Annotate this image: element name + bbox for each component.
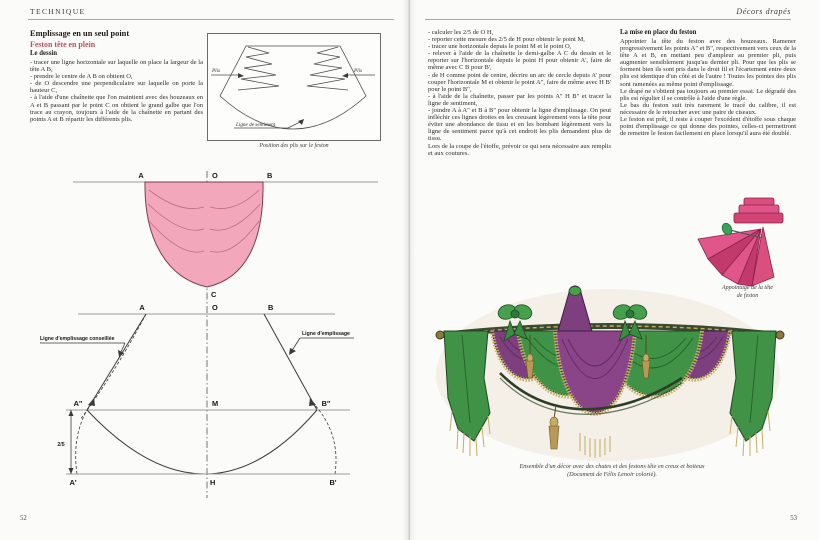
- point-Bprime: B': [329, 478, 337, 487]
- article-title: Emplissage en un seul point: [30, 29, 130, 38]
- bow-center-knot: [569, 287, 581, 296]
- pleat-zigzag-left: [238, 47, 279, 90]
- running-head-left: TECHNIQUE: [30, 7, 86, 16]
- paragraph: - calculer les 2/5 de O H,: [428, 29, 494, 36]
- caption-line: (Document de Félix Lenoir colorié).: [567, 471, 657, 478]
- caption-line: de feston: [736, 292, 759, 299]
- point-A: A: [138, 171, 144, 180]
- page-number-right: 53: [790, 515, 797, 522]
- point-O: O: [212, 171, 218, 180]
- head-rule-left: [28, 19, 394, 20]
- article-section-heading: Le dessin: [30, 50, 58, 57]
- pleat-zigzag-right: [307, 47, 348, 90]
- green-tail-left: [444, 331, 490, 456]
- rolled-head: [734, 198, 783, 223]
- paragraph: - à l'aide de la chaînette, passer par les points A" H B" et tracer la ligne de sentiment,: [428, 92, 611, 107]
- section-title: La mise en place du feston: [620, 29, 697, 36]
- page-gutter-line: [409, 0, 410, 540]
- head-rule-right: [425, 19, 791, 20]
- paragraph: Le feston est prêt, il reste à couper l'excédent d'étoffe sous chaque point d'emplissage ce qui donne des pointes, celles-ci permettront de remettre le feston facilement en place lorsqu'il aura été doublé.: [620, 116, 796, 138]
- running-head-right: Décors drapés: [736, 7, 791, 16]
- paragraph: - prendre le centre de A B on obtient O,: [30, 73, 133, 81]
- feston-construction-diagram: [28, 166, 388, 516]
- drapery-illustration: [430, 283, 790, 463]
- point-B: B: [267, 171, 273, 180]
- paragraph: - de H comme point de centre, décrire un arc de cercle depuis A' pour couper l'horizontale M et obtenir le point A", faire de même avec H B' pour le point B",: [428, 71, 611, 93]
- main-illustration-caption: [430, 463, 794, 479]
- point-B2: B: [268, 303, 274, 312]
- pleat-fan: [698, 227, 774, 286]
- point-Aprime: A': [69, 478, 77, 487]
- page-number-left: 52: [20, 515, 27, 522]
- emplissage-label: Ligne d'emplissage: [302, 331, 350, 337]
- feston-outline: [220, 46, 366, 129]
- emplissage-conseillee-label: Ligne d'emplissage conseillée: [40, 336, 115, 342]
- point-Bsec: B": [321, 399, 331, 408]
- point-C: C: [211, 290, 217, 299]
- ligne-sentiment-label: Ligne de sentiment: [236, 122, 276, 128]
- paragraph: - reporter cette mesure des 2/5 de H pour obtenir le point M,: [428, 36, 585, 44]
- paragraph: Appointer la tête du feston avec des houzeaux. Ramener progressivement les points A" et B", respectivement vers ceux de la tête A et B, en mettant peu d'ampleur au premier pli, puis augmenter sensiblement jusqu'au dernier pli. Pour que les plis se forment bien ils sont pris dans le droit fil et l'écartement entre deux plis est identique d'un côté et de l'autre ! Toutes les pointes des plis sont ramenées au même point d'emplissage.: [620, 38, 796, 88]
- point-Asec: A": [73, 399, 83, 408]
- article-subtitle: Feston tête en plein: [30, 40, 96, 49]
- paragraph: - à l'aide d'une chaînette que l'on maintient avec des houzeaux en A et B passant par le point C on obtient le grand galbe que l'on trace au crayon, toujours à l'aide de la chaînette en partant des points A et B répartir les différents plis.: [30, 94, 203, 123]
- point-O2: O: [212, 303, 218, 312]
- pin-illustration: [688, 193, 793, 288]
- paragraph: Le drapé ne s'obtient pas toujours au premier essai. Le dégradé des plis est régulier il se contrôle à l'aide d'une règle.: [620, 87, 796, 102]
- caption-line: Ensemble d'un décor avec des chutes et des festons tête en creux et boiteux: [519, 463, 705, 470]
- caption-line: Appointage de la tête: [721, 285, 774, 291]
- paragraph: - joindre A à A" et B à B" pour obtenir la ligne d'emplissage. On peut infléchir ces lignes droites en les creusant légèrement vers la tête pour éviter une abondance de tissu et en les bombant légèrement vers la ligne de sentiment parce qu'à cet endroit les plis demandent plus de tissu.: [428, 107, 611, 143]
- right-page-column-1: [428, 29, 611, 157]
- ratio-label: 2/5: [57, 442, 65, 448]
- inset-diagram-caption: Position des plis sur le feston: [259, 143, 329, 149]
- ligne-de-sentiment-arc: [87, 410, 317, 474]
- paragraph: - de O descendre une perpendiculaire sur laquelle on porte la hauteur C,: [30, 80, 203, 95]
- emplissage-line-left: [87, 314, 146, 410]
- left-page-column: [30, 29, 203, 123]
- pink-feston-shape: [145, 182, 263, 287]
- right-page-column-2: [620, 29, 796, 137]
- point-M: M: [212, 399, 219, 408]
- pleat-position-sketch: [208, 34, 378, 138]
- plis-label-right: Plis: [354, 68, 363, 74]
- paragraph: - relever à l'aide de la chaînette le demi-galbe A C du dessin et le reporter sur l'horizontale depuis le point H pour obtenir A', faire de même avec C B pour B',: [428, 50, 611, 72]
- paragraph: Le bas du feston suit très rarement le tracé du calibre, il est nécessaire de le retoucher avec une paire de ciseaux.: [620, 101, 796, 116]
- paragraph: - tracer une horizontale depuis le point M et le point O,: [428, 43, 572, 51]
- emplissage-line-right: [264, 314, 317, 410]
- plis-label-left: Plis: [212, 68, 221, 74]
- paragraph: - tracer une ligne horizontale sur laquelle on place la largeur de la tête A B,: [30, 59, 203, 74]
- green-tail-right: [730, 331, 776, 456]
- point-A2: A: [139, 303, 145, 312]
- inset-diagram-box: [207, 33, 381, 141]
- paragraph: Lors de la coupe de l'étoffe, prévoir ce qui sera nécessaire aux remplis et aux coutures.: [428, 142, 611, 157]
- compass-arc-right: [312, 402, 336, 474]
- point-H: H: [210, 478, 216, 487]
